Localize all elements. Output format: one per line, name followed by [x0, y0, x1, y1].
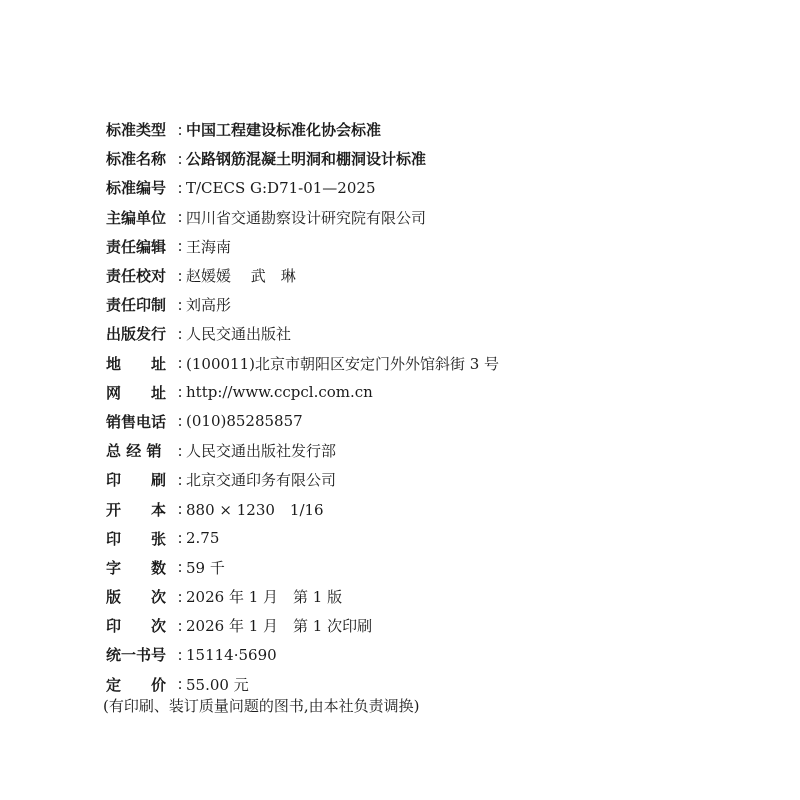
info-value: 880 × 1230 1/16	[186, 500, 324, 519]
info-label: 总 经 销	[106, 442, 162, 461]
info-colon: :	[177, 645, 183, 664]
info-row-address	[106, 349, 499, 378]
info-row-proofreader	[106, 261, 499, 290]
info-colon: :	[177, 237, 183, 256]
info-label: 定 价	[106, 675, 167, 694]
info-colon: :	[177, 529, 183, 548]
publication-info-list	[106, 115, 499, 699]
info-label: 责任印制	[106, 296, 167, 315]
info-row-book-number	[106, 640, 499, 669]
info-label: 标准编号	[106, 179, 167, 198]
info-label: 印 次	[106, 617, 167, 636]
info-value: 人民交通出版社发行部	[186, 442, 337, 461]
info-colon: :	[177, 500, 183, 519]
info-row-distributor	[106, 436, 499, 465]
info-label: 印 刷	[106, 471, 167, 490]
info-row-standard-number	[106, 173, 499, 202]
info-value: 15114·5690	[186, 645, 277, 664]
info-row-printed-sheets	[106, 524, 499, 553]
info-row-website	[106, 378, 499, 407]
info-label: 网 址	[106, 383, 167, 402]
info-value: 王海南	[186, 237, 232, 256]
info-label: 销售电话	[106, 412, 167, 431]
info-value: 赵媛媛 武 琳	[186, 267, 296, 286]
info-label: 字 数	[106, 558, 167, 577]
info-colon: :	[177, 324, 183, 343]
info-row-responsible-editor	[106, 232, 499, 261]
info-label: 地 址	[106, 354, 167, 373]
info-label: 标准类型	[106, 121, 167, 140]
info-colon: :	[177, 558, 183, 577]
info-value: 2026 年 1 月 第 1 次印刷	[186, 617, 373, 636]
info-colon: :	[177, 120, 183, 139]
info-row-word-count	[106, 553, 499, 582]
info-colon: :	[177, 587, 183, 606]
info-colon: :	[177, 149, 183, 168]
info-row-publisher	[106, 319, 499, 348]
info-value: 59 千	[186, 558, 225, 577]
info-value: 刘高彤	[186, 296, 232, 315]
info-row-standard-type	[106, 115, 499, 144]
info-colon: :	[177, 208, 183, 227]
info-colon: :	[177, 266, 183, 285]
info-value: 中国工程建设标准化协会标准	[186, 121, 382, 140]
info-colon: :	[177, 383, 183, 402]
info-row-chief-editor-unit	[106, 203, 499, 232]
info-value: 北京交通印务有限公司	[186, 471, 337, 490]
info-colon: :	[177, 675, 183, 694]
info-row-edition	[106, 582, 499, 611]
info-value: 四川省交通勘察设计研究院有限公司	[186, 208, 427, 227]
info-label: 责任编辑	[106, 237, 167, 256]
info-value: 人民交通出版社	[186, 325, 292, 344]
info-value: (010)85285857	[186, 412, 303, 431]
info-label: 开 本	[106, 500, 167, 519]
info-colon: :	[177, 470, 183, 489]
info-value: 2.75	[186, 529, 220, 548]
info-value: (100011)北京市朝阳区安定门外外馆斜街 3 号	[186, 354, 500, 373]
quality-note: (有印刷、装订质量问题的图书,由本社负责调换)	[103, 697, 420, 715]
info-label: 标准名称	[106, 150, 167, 169]
info-row-printer	[106, 465, 499, 494]
info-label: 统一书号	[106, 646, 167, 665]
info-row-sales-phone	[106, 407, 499, 436]
info-label: 主编单位	[106, 208, 167, 227]
info-value: 55.00 元	[186, 675, 249, 694]
info-row-standard-name	[106, 144, 499, 173]
info-row-printing	[106, 611, 499, 640]
info-label: 印 张	[106, 529, 167, 548]
info-value: http://www.ccpcl.com.cn	[186, 383, 373, 402]
info-label: 出版发行	[106, 325, 167, 344]
info-row-format	[106, 494, 499, 523]
info-colon: :	[177, 412, 183, 431]
info-colon: :	[177, 441, 183, 460]
info-value: 公路钢筋混凝土明洞和棚洞设计标准	[186, 150, 427, 169]
info-label: 版 次	[106, 588, 167, 607]
info-colon: :	[177, 616, 183, 635]
info-row-print-supervisor	[106, 290, 499, 319]
info-value: T/CECS G:D71-01—2025	[186, 178, 376, 197]
info-colon: :	[177, 354, 183, 373]
info-value: 2026 年 1 月 第 1 版	[186, 588, 343, 607]
info-colon: :	[177, 295, 183, 314]
info-colon: :	[177, 178, 183, 197]
info-label: 责任校对	[106, 267, 167, 286]
